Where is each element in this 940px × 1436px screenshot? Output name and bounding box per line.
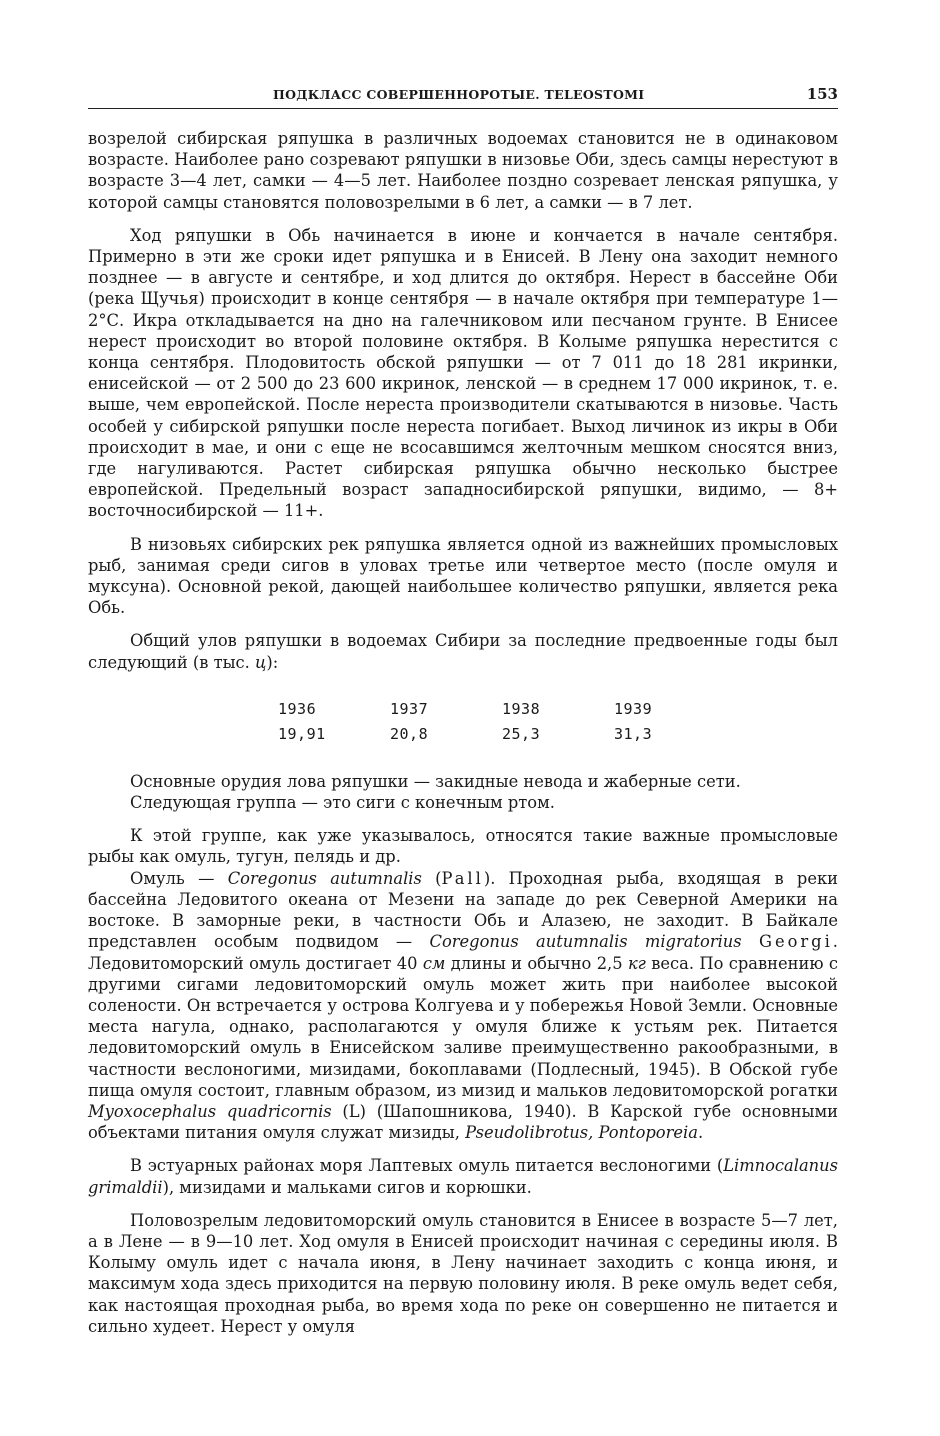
text-run: веса. По сравнению с другими сигами ледовитоморский омуль может жить при наиболее высокой солености. Он встречается у острова Колгуева и у побережья Новой Земли. Основные места нагула, однако, располагаются у омуля ближе к устьям рек. Питается ледовитоморский омуль в Енисейском заливе преимущественно ракообразными, в частности веслоногими, мизидами, бокоплавами (Подлесный, 1945). В Обской губе пища омуля состоит, главным образом, из мизид и мальков ледовитоморской рогатки (88, 953, 838, 1100)
catch-table-values-row (278, 722, 726, 747)
species-name: Limnocalanus grimaldii (88, 1156, 838, 1197)
paragraph-5-line-2: Следующая группа — это сиги с конечным ртом. (130, 793, 555, 813)
catch-value: 19,91 (278, 724, 326, 743)
paragraph-2: Ход ряпушки в Обь начинается в июне и кончается в начале сентября. Примерно в эти же сроки идет ряпушка и в Енисей. В Лену она заходит немного позднее — в августе и сентябре, и ход длится до октября. Нерест в бассейне Оби (река Щучья) происходит в конце сентября — в начале октября при температуре 1—2°С. Икра откладывается на дно на галечниковом или песчаном грунте. В Енисее нерест происходит во второй половине октября. В Колыме ряпушка нерестится с конца сентября. Плодовитость обской ряпушки — от 7 011 до 18 281 икринки, енисейской — от 2 500 до 23 600 икринок, ленской — в среднем 17 000 икринок, т. е. выше, чем европейской. После нереста производители скатываются в низовье. Часть особей у сибирской ряпушки после нереста погибает. Выход личинок из икры в Оби происходит в мае, и они с еще не всосавшимся желточным мешком сносятся вниз, где нагуливаются. Растет сибирская ряпушка обычно несколько быстрее европейской. Предельный возраст западносибирской ряпушки, видимо, — 8+ восточносибирской — 11+. (88, 225, 838, 521)
paragraph-5-line-1: Основные орудия лова ряпушки — закидные невода и жаберные сети. (130, 771, 741, 791)
text-run: В эстуарных районах моря Лаптевых омуль питается веслоногими ( (130, 1156, 724, 1176)
author-name: Pall (441, 868, 484, 888)
paragraph-4-text: Общий улов ряпушки в водоемах Сибири за последние предвоенные годы был следующий (в тыс. (88, 631, 838, 672)
unit-cm: см (422, 953, 446, 973)
paragraph-6: К этой группе, как уже указывалось, относятся такие важные промысловые рыбы как омуль, тугун, пелядь и др. (88, 826, 838, 867)
species-name: Coregonus autumnalis (227, 868, 422, 888)
text-run: . (697, 1123, 704, 1143)
paragraph-7 (88, 868, 838, 1144)
text-run: ), мизидами и мальками сигов и корюшки. (162, 1177, 532, 1197)
text-run: длины и обычно 2,5 (445, 953, 628, 973)
text-run: ). Проходная рыба, входящая в реки бассейна Ледовитого океана от Мезени на западе до рек Северной Америки на востоке. В заморные реки, в частности Обь и Алазею, не заходит. В Байкале представлен особым подвидом — (88, 868, 839, 952)
catch-year: 1938 (502, 699, 541, 718)
author-name: Georgi (758, 932, 833, 952)
species-name: Myoxocephalus quadricornis (88, 1101, 332, 1121)
species-name: Coregonus autumnalis migratorius (429, 932, 742, 952)
paragraph-4-end: ): (266, 652, 279, 672)
species-name: Pseudolibrotus, Pontoporeia (465, 1123, 698, 1143)
paragraph-4 (88, 630, 838, 672)
catch-table-years-row (278, 697, 726, 722)
paragraph-8 (88, 1155, 838, 1197)
catch-year: 1937 (390, 699, 429, 718)
page-number: 153 (806, 85, 838, 103)
unit-centner: ц (255, 652, 267, 672)
page-body (88, 128, 838, 1337)
paragraph-3: В низовьях сибирских рек ряпушка является одной из важнейших промысловых рыб, занимая среди сигов в уловах третье или четвертое место (после омуля и муксуна). Основной рекой, дающей наибольшее количество ряпушки, является река Обь. (88, 534, 838, 618)
catch-table (278, 697, 726, 747)
catch-value: 20,8 (390, 724, 429, 743)
text-run: Омуль — (130, 868, 228, 888)
catch-year: 1939 (614, 699, 653, 718)
header-title: ПОДКЛАСС СОВЕРШЕННОРОТЫЕ. TELEOSTOMI (273, 87, 645, 102)
catch-value: 31,3 (614, 724, 653, 743)
catch-value: 25,3 (502, 724, 541, 743)
unit-kg: кг (627, 953, 646, 973)
text-run: . Ледовитоморский омуль достигает 40 (88, 932, 838, 973)
catch-year: 1936 (278, 699, 317, 718)
paragraph-9: Половозрелым ледовитоморский омуль становится в Енисее в возрасте 5—7 лет, а в Лене — в 9—10 лет. Ход омуля в Енисей происходит начиная с середины июля. В Колыму омуль идет с начала июня, в Лену начинает заходить с конца июня, и максимум хода здесь приходится на первую половину июля. В реке омуль ведет себя, как настоящая проходная рыба, во время хода по реке он совершенно не питается и сильно худеет. Нерест у омуля (88, 1210, 838, 1336)
running-header (88, 86, 838, 109)
paragraph-1: возрелой сибирская ряпушка в различных водоемах становится не в одинаковом возрасте. Наиболее рано созревают ряпушки в низовье Оби, здесь самцы нерестуют в возрасте 3—4 лет, самки — 4—5 лет. Наиболее поздно созревает ленская ряпушка, у которой самцы становятся половозрелыми в 6 лет, а самки — в 7 лет. (88, 129, 838, 212)
text-run: (L) (Шапошникова, 1940). В Карской губе основными объектами питания омуля служат мизиды, (88, 1101, 838, 1143)
text-run: ( (421, 868, 442, 888)
text-run (742, 932, 759, 951)
